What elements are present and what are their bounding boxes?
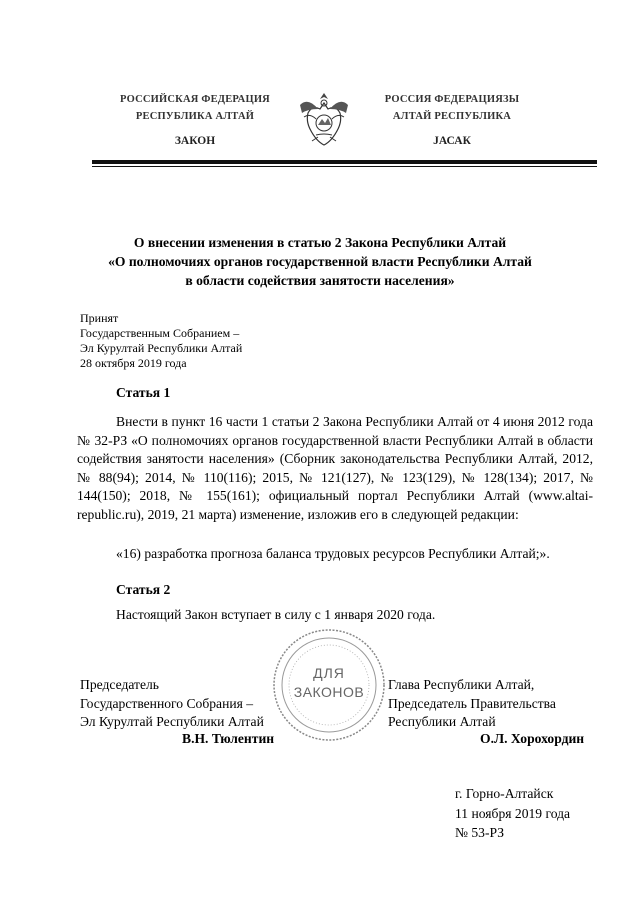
article2-text: Настоящий Закон вступает в силу с 1 января 2020 года. — [116, 607, 436, 622]
accepted-line2: Государственным Собранием – — [80, 326, 240, 340]
article1-text: Внести в пункт 16 части 1 статьи 2 Закона Республики Алтай от 4 июня 2012 года № 32-РЗ «О полномочиях органов государственной власти Республики Алтай в области содействия занятости населения» (Сборник законодательства Республики Алтай, 2012, № 88(94); 2014, № 110(116); 2015, № 121(127), № 123(129), № 128(134); 2017, № 144(150); 2018, № 155(161); официальный портал Республики Алтай (www.altai-republic.ru), 2019, 21 марта) изменение, изложив его в следующей редакции: — [77, 414, 593, 522]
stamp-line2: ЗАКОНОВ — [293, 684, 365, 700]
law-title-line2: «О полномочиях органов государственной власти Республики Алтай — [108, 254, 532, 269]
header-rule-thin — [92, 166, 597, 167]
signature-left — [80, 676, 264, 732]
article1-heading: Статья 1 — [116, 385, 171, 400]
header-right-title: JАСАК — [433, 135, 471, 147]
header-left-title: ЗАКОН — [174, 135, 216, 147]
signature-right-line1: Глава Республики Алтай, — [388, 677, 535, 692]
footer-block — [455, 784, 570, 843]
signature-left-line3: Эл Курултай Республики Алтай — [80, 714, 264, 729]
signature-right-line2: Председатель Правительства — [388, 695, 556, 711]
coat-of-arms-icon — [296, 83, 352, 151]
article2-heading: Статья 2 — [116, 582, 171, 597]
accepted-block — [80, 311, 242, 371]
footer-date: 11 ноября 2019 года — [455, 805, 571, 821]
signature-right-line3: Республики Алтай — [388, 714, 496, 729]
stamp-line1: ДЛЯ — [313, 665, 345, 681]
signature-right-name: О.Л. Хорохордин — [480, 731, 585, 746]
header-right-country: РОССИЯ ФЕДЕРАЦИЯЗЫ — [384, 94, 520, 105]
law-title — [60, 233, 580, 290]
signature-right — [388, 676, 556, 732]
signature-left-line2: Государственного Собрания – — [80, 695, 254, 711]
accepted-line3: Эл Курултай Республики Алтай — [80, 341, 243, 355]
article1-quote: «16) разработка прогноза баланса трудовых ресурсов Республики Алтай;». — [116, 546, 550, 561]
header-right-republic: АЛТАЙ РЕСПУБЛИКА — [392, 111, 512, 122]
header-left-country: РОССИЙСКАЯ ФЕДЕРАЦИЯ — [120, 94, 270, 105]
signature-left-name: В.Н. Тюлентин — [182, 731, 275, 746]
signature-left-line1: Председатель — [80, 677, 159, 692]
law-title-line1: О внесении изменения в статью 2 Закона Республики Алтай — [133, 235, 507, 250]
footer-city: г. Горно-Алтайск — [455, 786, 554, 801]
accepted-date: 28 октября 2019 года — [80, 356, 187, 370]
stamp — [271, 627, 387, 743]
header-left-republic: РЕСПУБЛИКА АЛТАЙ — [135, 111, 255, 122]
footer-law-number: № 53-РЗ — [455, 825, 505, 840]
header-rule-thick — [92, 160, 597, 164]
law-title-line3: в области содействия занятости населения» — [185, 273, 455, 288]
accepted-line1: Принят — [80, 311, 119, 325]
